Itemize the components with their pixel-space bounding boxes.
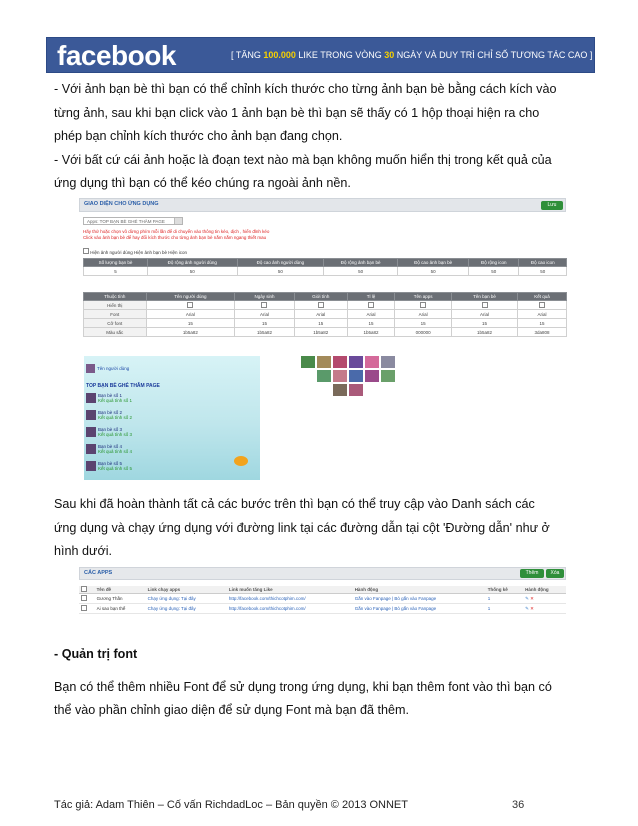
size-input[interactable]: 5 [84,267,148,276]
friend-result: Kết quả tính số 3 [98,432,133,437]
facebook-banner [46,37,595,73]
friend-item [86,444,136,454]
delete-icon[interactable]: ✕ [528,605,534,611]
table-header: Độ rộng ảnh bạn bè [324,259,398,267]
note-line: Hãy thử hoặc chọn vô dừng phím mỗi lần để di chuyển vào thông tin kéo, dịch , hiển đỉnh kéo [83,229,270,234]
apps-title: CÁC APPS [84,570,113,576]
thumbnail[interactable] [349,356,363,368]
thumbnail[interactable] [333,370,347,382]
friend-avatar[interactable] [86,393,96,403]
font-size-input[interactable]: 15 [518,319,567,328]
fanpage-action-link[interactable]: Gắn vào Fanpage | Bỏ gắn vào Fanpage [353,594,486,604]
intro-line: từng ảnh, sau khi bạn click vào 1 ảnh bạn bè thì bạn sẽ thấy có 1 hộp thoại hiện ra cho [54,105,540,120]
font-select[interactable]: Arial [294,310,347,319]
intro-text [54,78,600,196]
goldfish-image [234,456,248,466]
middle-text [54,493,600,564]
visibility-checkbox[interactable] [235,301,295,310]
font-select[interactable]: Arial [451,310,517,319]
thumbnail[interactable] [381,370,395,382]
table-row [79,594,566,604]
thumbnail[interactable] [317,370,331,382]
row-label: Cỡ font [84,319,147,328]
font-size-input[interactable]: 15 [146,319,235,328]
font-select[interactable]: Arial [518,310,567,319]
table-header: Giới tính [294,293,347,301]
intro-line: - Với bất cứ cái ảnh hoặc là đoạn text nào mà bạn không muốn hiển thị trong kết quả của [54,152,552,167]
config-title-bar [79,198,566,212]
middle-line: ứng dụng và chạy ứng dụng với đường link tại các đường dẫn tại cột 'Đường dẫn' như ở [54,520,550,535]
visibility-checkbox[interactable] [395,301,452,310]
add-app-button[interactable]: Thêm [520,569,544,578]
table-header: Độ cao ảnh người dùng [237,259,324,267]
visibility-checkbox[interactable] [294,301,347,310]
interface-config-screenshot [79,198,566,483]
table-header: Thuộc tính [84,293,147,301]
table-header: Tên apps [395,293,452,301]
preview-title: TOP BẠN BÈ GHÉ THĂM PAGE [86,383,160,389]
stat-count[interactable]: 1 [486,604,523,614]
friend-name: Bạn bè số 5 [98,461,123,466]
size-input[interactable]: 50 [237,267,324,276]
table-header: Link chạy apps [146,586,227,594]
friend-result: Kết quả tính số 2 [98,415,133,420]
table-header: Tên bạn bè [451,293,517,301]
font-size-input[interactable]: 15 [235,319,295,328]
delete-icon[interactable]: ✕ [528,595,534,601]
app-name: Ai sao bạn thế [95,604,146,614]
apps-list-screenshot [79,567,566,613]
friend-item [86,393,136,403]
thumbnail[interactable] [365,370,379,382]
font-select[interactable]: Arial [395,310,452,319]
thumbnail[interactable] [381,356,395,368]
table-header: Độ rộng icon [469,259,519,267]
table-header: Tên người dùng [146,293,235,301]
table-header: Link muốn tăng Like [227,586,353,594]
friend-result: Kết quả tính số 4 [98,449,133,454]
row-checkbox[interactable] [79,604,95,614]
color-input[interactable]: 1b5a82 [235,328,295,337]
intro-line: - Với ảnh bạn bè thì bạn có thể chỉnh kích thước cho từng ảnh bạn bè bằng cách kích vào [54,82,557,96]
edit-icon[interactable]: ✎ [525,605,529,611]
section-line: Bạn có thể thêm nhiều Font để sử dụng trong ứng dụng, khi bạn thêm font vào thì bạn có [54,679,552,694]
thumbnail[interactable] [349,384,363,396]
table-header: Hành động [353,586,486,594]
app-name: Gương Thần [95,594,146,604]
text-style-table [83,292,567,337]
display-checkboxes[interactable]: Hiện ảnh người dùng Hiện ảnh bạn bè Hiện icon [83,248,187,255]
friend-item [86,427,136,437]
font-size-input[interactable]: 15 [347,319,395,328]
font-select[interactable]: Arial [146,310,235,319]
font-section [54,643,600,723]
friend-item [86,410,136,420]
size-input[interactable]: 50 [147,267,237,276]
intro-line: ứng dụng thì bạn có thể kéo chúng ra ngoài ảnh nền. [54,176,351,190]
stat-count[interactable]: 1 [486,594,523,604]
font-size-input[interactable]: 15 [294,319,347,328]
friend-name: Bạn bè số 2 [98,410,123,415]
visibility-checkbox[interactable] [146,301,235,310]
visibility-checkbox[interactable] [347,301,395,310]
app-preview [84,356,260,480]
color-input[interactable]: 1b5a82 [294,328,347,337]
section-line: thể vào phần chỉnh giao diện để sử dụng Font mà bạn đã thêm. [54,703,410,717]
facebook-logo: facebook [57,40,176,71]
size-table [83,258,567,276]
table-header: Số lượng bạn bè [84,259,148,267]
thumbnail[interactable] [333,356,347,368]
friend-name: Bạn bè số 1 [98,393,123,398]
friend-avatar[interactable] [86,410,96,420]
friend-avatar[interactable] [86,444,96,454]
thumbnail[interactable] [301,356,315,368]
apps-title-bar [79,567,566,580]
select-all-checkbox[interactable] [79,586,95,594]
like-url[interactable]: http://facebook.com/thichcotphim.com/ [227,594,353,604]
thumbnail[interactable] [317,356,331,368]
run-link[interactable]: Chạy ứng dụng: Tại đây [146,604,227,614]
thumbnail[interactable] [365,356,379,368]
table-header: Kết quả [518,293,567,301]
row-actions [523,604,566,614]
footer-credit: Tác giả: Adam Thiên – Cố vấn RichdadLoc – Bản quyền © 2013 ONNET [54,799,408,811]
friend-item [86,461,136,471]
intro-line: phép bạn chỉnh kích thước cho ảnh bạn đang chọn. [54,129,343,143]
user-avatar [86,364,95,373]
row-actions [523,594,566,604]
font-select[interactable]: Arial [235,310,295,319]
font-size-input[interactable]: 15 [395,319,452,328]
table-header: Tên đề [95,586,146,594]
section-heading: - Quản trị font [54,647,138,661]
table-row [79,604,566,614]
table-header: Độ rộng ảnh người dùng [147,259,237,267]
color-input[interactable]: 000000 [395,328,452,337]
row-label: Font [84,310,147,319]
row-checkbox[interactable] [79,594,95,604]
table-header: Độ cao icon [519,259,567,267]
table-header: Hành động [523,586,566,594]
visibility-checkbox[interactable] [518,301,567,310]
like-url[interactable]: http://facebook.com/thichcotphim.com/ [227,604,353,614]
thumbnail[interactable] [333,384,347,396]
size-input[interactable]: 50 [519,267,567,276]
table-header: Thống kê [486,586,523,594]
middle-line: Sau khi đã hoàn thành tất cả các bước trên thì bạn có thể truy cập vào Danh sách các [54,497,535,511]
friend-result: Kết quả tính số 5 [98,466,133,471]
run-link[interactable]: Chạy ứng dụng: Tại đây [146,594,227,604]
thumbnail[interactable] [349,370,363,382]
apps-table [79,586,566,614]
friend-name: Bạn bè số 3 [98,427,123,432]
banner-slogan: [ TĂNG 100.000 LIKE TRONG VÒNG 30 NGÀY VÀ DUY TRÌ CHỈ SỐ TƯƠNG TÁC CAO ] [231,50,593,60]
middle-line: hình dưới. [54,544,113,558]
visibility-checkbox[interactable] [451,301,517,310]
table-header: Độ cao ảnh bạn bè [398,259,469,267]
table-header: Tỉ lệ [347,293,395,301]
color-input[interactable]: 3da808 [518,328,567,337]
app-select[interactable]: Apps: TOP BẠN BÈ GHÉ THĂM PAGE [83,217,183,225]
delete-app-button[interactable]: Xóa [546,569,564,578]
color-input[interactable]: 1b5a82 [451,328,517,337]
page-number: 36 [512,799,525,811]
font-select[interactable]: Arial [347,310,395,319]
config-title: GIAO DIỆN CHO ỨNG DỤNG [84,201,159,207]
edit-icon[interactable]: ✎ [525,595,529,601]
font-size-input[interactable]: 15 [451,319,517,328]
color-input[interactable]: 1b5a82 [146,328,235,337]
friend-name: Bạn bè số 4 [98,444,123,449]
table-header: Ngày sinh [235,293,295,301]
size-input[interactable]: 50 [398,267,469,276]
save-button[interactable]: Lưu [541,201,563,210]
row-label: Hiển thị [84,301,147,310]
friend-avatar[interactable] [86,427,96,437]
size-input[interactable]: 50 [324,267,398,276]
friend-avatar[interactable] [86,461,96,471]
friend-result: Kết quả tính số 1 [98,398,133,403]
fanpage-action-link[interactable]: Gắn vào Fanpage | Bỏ gắn vào Fanpage [353,604,486,614]
size-input[interactable]: 50 [469,267,519,276]
preview-user-name: Tên người dùng [97,366,130,371]
color-input[interactable]: 1b5a82 [347,328,395,337]
row-label: Màu sắc [84,328,147,337]
friend-thumbnails [301,356,397,396]
note-line: Click vào ảnh bạn bè để hay đổi kích thước cho từng ảnh bạn bè nằm nằm ngang thiết mau [83,235,267,240]
